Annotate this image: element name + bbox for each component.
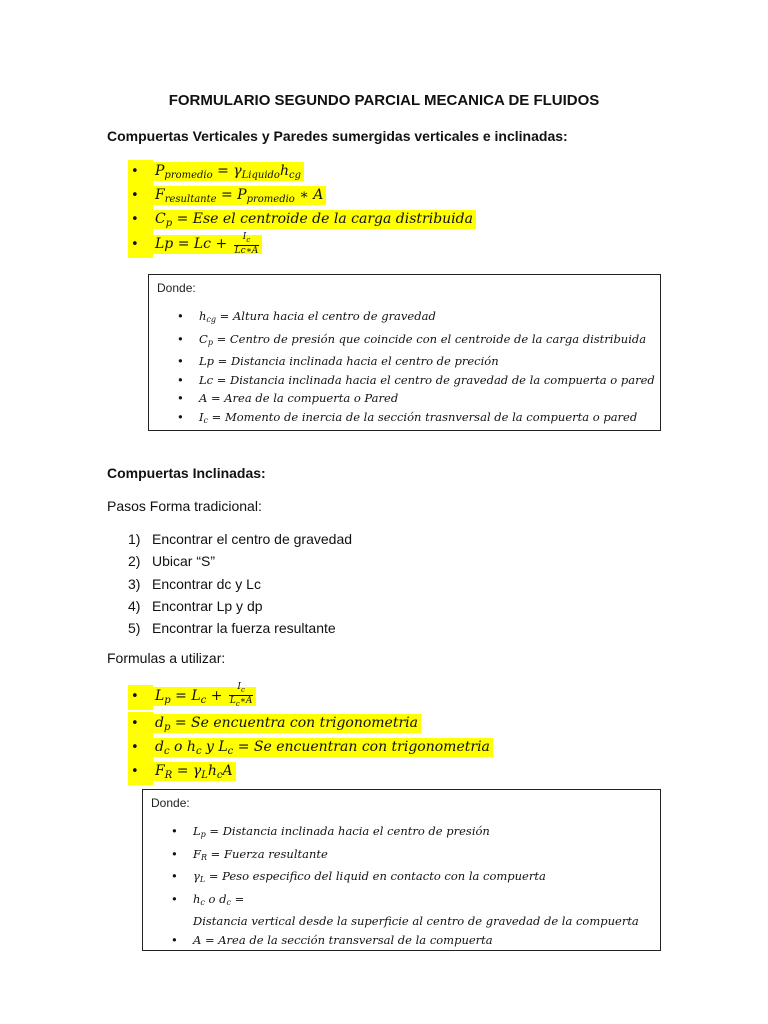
definition-item: • $F_R$ = Fuerza resultante [171, 845, 639, 868]
definition-item: • $C_p$ = Centro de presión que coincide con el centroide de la carga distribuida [177, 330, 655, 353]
steps-list [128, 528, 352, 639]
formula-list-inclined [128, 682, 493, 784]
formula-item: • $P_{promedio} = \gamma_{Liquido}h_{cg}$ [128, 160, 476, 184]
formula-lp: Lp = Lc + $\frac{I_c}{Lc∗A}$ [153, 235, 262, 254]
step-item: 1) Encontrar el centro de gravedad [128, 531, 353, 547]
formula-dc-hc-lc: $d_c$ o $h_c$ y $L_c = Se$ encuentran con trigonometria [153, 738, 493, 757]
definitions-box-vertical [148, 274, 661, 431]
step-item: 4) Encontrar Lp y dp [128, 597, 263, 614]
definition-item: • $h_c$ o $d_c$ = Distancia vertical desde la superficie al centro de gravedad de la compuerta [171, 890, 639, 931]
formula-dp: $d_p = Se$ encuentra con trigonometria [153, 714, 421, 733]
step-item: 5) Encontrar la fuerza resultante [128, 620, 336, 637]
definition-item: • A = Area de la sección transversal de la compuerta [171, 931, 639, 950]
definition-item: • $L_p$ = Distancia inclinada hacia el centro de presión [171, 822, 639, 845]
formula-center-of-pressure: $C_p$ = Ese el centroide de la carga distribuida [153, 210, 476, 229]
definitions-label: Donde: [157, 281, 196, 295]
formula-list-vertical [128, 160, 476, 260]
definitions-box-inclined [142, 789, 661, 951]
definition-item: • $\gamma_L$ = Peso especifico del liquid en contacto con la compuerta [171, 867, 639, 890]
definition-item: • Lp = Distancia inclinada hacia el centro de preción [177, 352, 655, 371]
step-item: 2) Ubicar “S” [128, 553, 216, 570]
section-heading-inclined: Compuertas Inclinadas: [107, 465, 266, 481]
formula-lp-inclined: $L_p = L_c$ + $\frac{I_c}{L_c∗A}$ [153, 687, 256, 706]
formula-item: • Lp = Lc + $\frac{I_c}{Lc∗A}$ [128, 232, 476, 260]
definition-item: • A = Area de la compuerta o Pared [177, 389, 655, 408]
formula-fr: $F_R = \gamma_Lh_cA$ [153, 762, 236, 781]
definitions-list [171, 822, 639, 949]
section-heading-vertical: Compuertas Verticales y Paredes sumergidas verticales e inclinadas: [107, 128, 568, 144]
formulas-intro: Formulas a utilizar: [107, 650, 226, 666]
formula-item: • $L_p = L_c$ + $\frac{I_c}{L_c∗A}$ [128, 682, 493, 712]
formula-item: • $F_{resultante} = P_{promedio}$ ∗ A [128, 184, 476, 208]
definitions-label: Donde: [151, 796, 190, 810]
definition-item: • $I_c$ = Momento de inercia de la sección trasnversal de la compuerta o pared [177, 408, 655, 431]
page-title: FORMULARIO SEGUNDO PARCIAL MECANICA DE FLUIDOS [168, 92, 600, 109]
formula-item: • $d_c$ o $h_c$ y $L_c = Se$ encuentran con trigonometria [128, 736, 493, 760]
definitions-list [177, 307, 655, 430]
formula-item: • $F_R = \gamma_Lh_cA$ [128, 760, 493, 784]
step-item: 3) Encontrar dc y Lc [128, 575, 261, 592]
formula-item: • $d_p = Se$ encuentra con trigonometria [128, 712, 493, 736]
definition-item: • $h_{cg}$ = Altura hacia el centro de gravedad [177, 307, 655, 330]
formula-resultant-force: $F_{resultante} = P_{promedio}$ ∗ A [153, 186, 326, 205]
steps-intro: Pasos Forma tradicional: [107, 498, 262, 514]
formula-pressure-average: $P_{promedio} = \gamma_{Liquido}h_{cg}$ [153, 162, 304, 181]
definition-item: • Lc = Distancia inclinada hacia el centro de gravedad de la compuerta o pared [177, 371, 655, 390]
formula-item: • $C_p$ = Ese el centroide de la carga distribuida [128, 208, 476, 232]
